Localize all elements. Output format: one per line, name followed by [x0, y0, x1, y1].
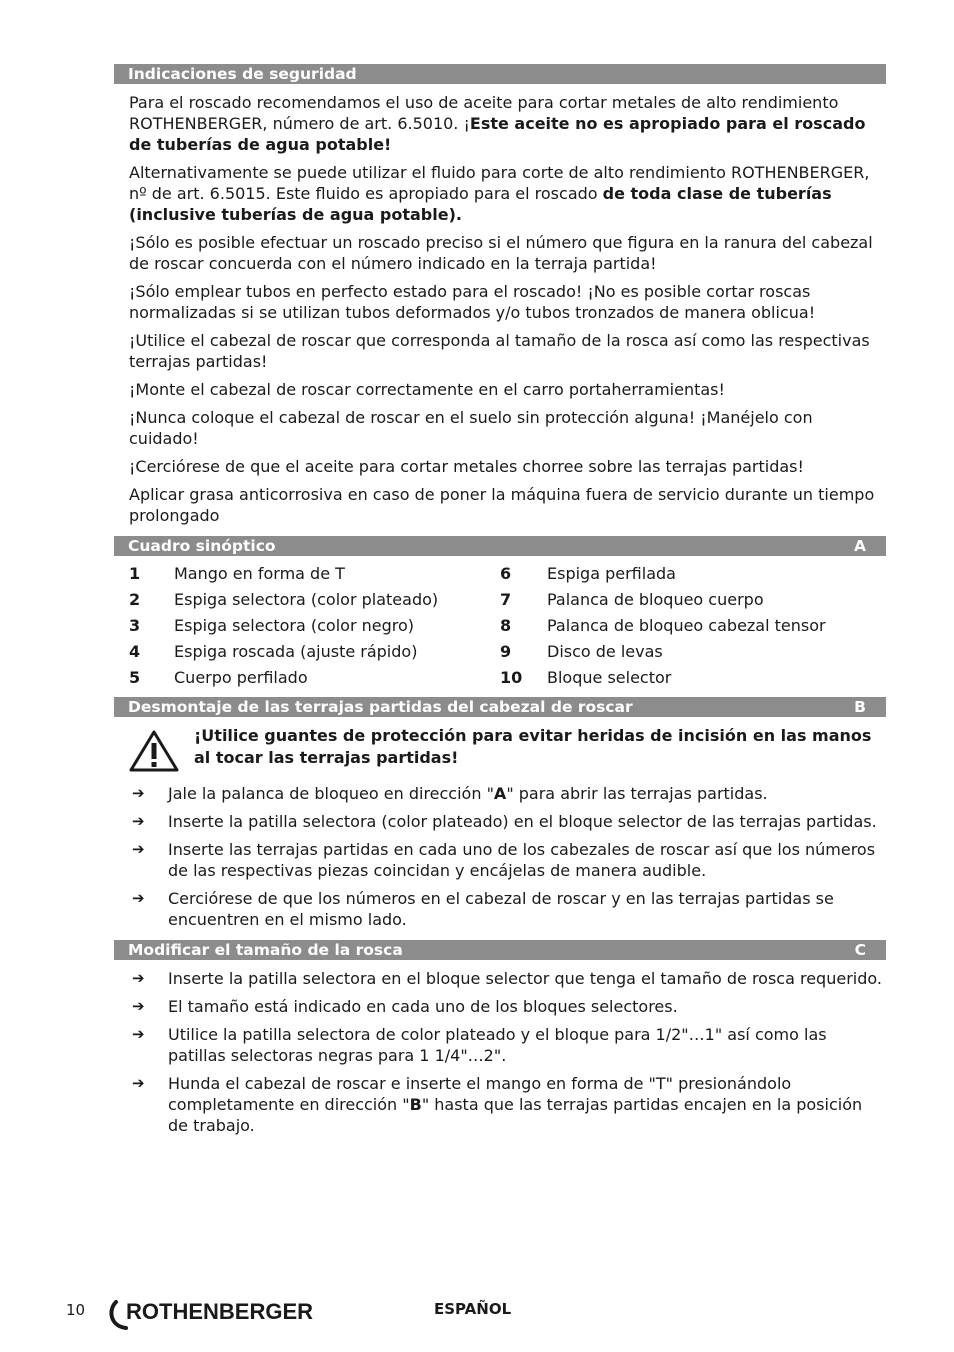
- instruction-step: [132, 888, 886, 930]
- text: Para el roscado recomendamos el uso de aceite para cortar metales de alto rendimiento ROTHENBERGER, número de art. 6.5010. ¡: [129, 93, 839, 133]
- safety-paragraph: ¡Utilice el cabezal de roscar que corresponda al tamaño de la rosca así como las respectivas terrajas partidas!: [129, 331, 870, 371]
- safety-paragraph: ¡Nunca coloque el cabezal de roscar en el suelo sin protección alguna! ¡Manéjelo con cuidado!: [129, 408, 813, 448]
- part-label: Espiga selectora (color negro): [174, 616, 415, 635]
- part-label: Mango en forma de T: [174, 564, 345, 583]
- part-label: Disco de levas: [547, 642, 663, 661]
- bold-text: de toda clase de tuberías (inclusive tuberías de agua potable).: [129, 184, 832, 224]
- parts-list: [129, 561, 886, 691]
- step-text: Inserte la patilla selectora en el bloque selector que tenga el tamaño de rosca requerido.: [168, 969, 882, 988]
- part-number: 3: [129, 616, 141, 635]
- text: Hunda el cabezal de roscar e inserte el mango en forma de "T" presionándolo completamente en dirección ": [168, 1074, 792, 1114]
- arrow-icon: ➔: [132, 812, 145, 830]
- section-title: Desmontaje de las terrajas partidas del cabezal de roscar: [128, 698, 633, 716]
- instruction-step: [132, 996, 886, 1017]
- section-title: Indicaciones de seguridad: [128, 65, 357, 83]
- part-label: Palanca de bloqueo cuerpo: [547, 590, 764, 609]
- bold-text: A: [493, 784, 507, 803]
- warning-text: ¡Utilice guantes de protección para evitar heridas de incisión en las manos al tocar las terrajas partidas!: [194, 726, 872, 767]
- part-number: 2: [129, 590, 141, 609]
- part-number: 8: [500, 616, 512, 635]
- part-label: Espiga perfilada: [547, 564, 676, 583]
- page-number: 10: [66, 1301, 86, 1319]
- safety-paragraph: [129, 92, 886, 155]
- section-header-dismount: [114, 697, 886, 717]
- page-content: [114, 64, 886, 1143]
- text: " para abrir las terrajas partidas.: [506, 784, 768, 803]
- bold-text: Este aceite no es apropiado para el roscado de tuberías de agua potable!: [129, 114, 866, 154]
- section-letter: C: [854, 941, 866, 959]
- part-number: 10: [500, 668, 523, 687]
- step-text: Inserte las terrajas partidas en cada uno de los cabezales de roscar así que los números de las respectivas piezas coincidan y encájelas de manera audible.: [168, 840, 876, 880]
- part-label: Espiga selectora (color plateado): [174, 590, 439, 609]
- section-title: Cuadro sinóptico: [128, 537, 276, 555]
- safety-paragraph: ¡Sólo emplear tubos en perfecto estado para el roscado! ¡No es posible cortar roscas normalizadas si se utilizan tubos deformados y/o tubos tronzados de manera oblicua!: [129, 282, 816, 322]
- instruction-step: [132, 1073, 886, 1136]
- part-label: Palanca de bloqueo cabezal tensor: [547, 616, 826, 635]
- arrow-icon: ➔: [132, 1074, 145, 1092]
- safety-paragraph: Aplicar grasa anticorrosiva en caso de poner la máquina fuera de servicio durante un tiempo prolongado: [129, 485, 875, 525]
- safety-paragraph: ¡Monte el cabezal de roscar correctamente en el carro portaherramientas!: [129, 380, 725, 399]
- safety-paragraph: ¡Cerciórese de que el aceite para cortar metales chorree sobre las terrajas partidas!: [129, 457, 804, 476]
- instruction-step: [132, 811, 886, 832]
- part-label: Cuerpo perfilado: [174, 668, 308, 687]
- page-footer: [0, 1296, 954, 1336]
- arrow-icon: ➔: [132, 889, 145, 907]
- arrow-icon: ➔: [132, 840, 145, 858]
- arrow-icon: ➔: [132, 1025, 145, 1043]
- step-text: Cerciórese de que los números en el cabezal de roscar y en las terrajas partidas se encuentren en el mismo lado.: [168, 889, 834, 929]
- text: " hasta que las terrajas partidas encajen en la posición de trabajo.: [168, 1095, 863, 1135]
- instruction-step: [132, 783, 886, 804]
- part-number: 1: [129, 564, 141, 583]
- part-number: 6: [500, 564, 512, 583]
- bold-text: B: [409, 1095, 422, 1114]
- warning-triangle-icon: [128, 729, 180, 773]
- step-text: [168, 1073, 886, 1136]
- instruction-step: [132, 839, 886, 881]
- arrow-icon: ➔: [132, 997, 145, 1015]
- instruction-step: [132, 1024, 886, 1066]
- rothenberger-logo: [106, 1296, 356, 1332]
- arrow-icon: ➔: [132, 784, 145, 802]
- part-label: Bloque selector: [547, 668, 672, 687]
- part-label: Espiga roscada (ajuste rápido): [174, 642, 418, 661]
- instruction-step: [132, 968, 886, 989]
- section-letter: B: [854, 698, 866, 716]
- part-number: 5: [129, 668, 141, 687]
- step-text: El tamaño está indicado en cada uno de los bloques selectores.: [168, 997, 678, 1016]
- part-number: 9: [500, 642, 512, 661]
- step-text: Utilice la patilla selectora de color plateado y el bloque para 1/2"…1" así como las patillas selectoras negras para 1 1/4"…2".: [168, 1025, 827, 1065]
- section-header-overview: [114, 536, 886, 556]
- part-number: 7: [500, 590, 512, 609]
- section-letter: A: [854, 537, 866, 555]
- section-title: Modificar el tamaño de la rosca: [128, 941, 403, 959]
- safety-paragraph: [129, 162, 886, 225]
- section-header-safety: [114, 64, 886, 84]
- safety-paragraph: ¡Sólo es posible efectuar un roscado preciso si el número que figura en la ranura del cabezal de roscar concuerda con el número indicado en la terraja partida!: [129, 233, 873, 273]
- arrow-icon: ➔: [132, 969, 145, 987]
- text: Jale la palanca de bloqueo en dirección ": [168, 784, 494, 803]
- step-text: Inserte la patilla selectora (color plateado) en el bloque selector de las terrajas partidas.: [168, 812, 877, 831]
- svg-text:ROTHENBERGER: ROTHENBERGER: [126, 1299, 314, 1324]
- language-label: ESPAÑOL: [434, 1300, 512, 1318]
- section-header-modify: [114, 940, 886, 960]
- text: Alternativamente se puede utilizar el fluido para corte de alto rendimiento ROTHENBERGER, nº de art. 6.5015. Este fluido es apropiado para el roscado: [129, 163, 870, 203]
- warning-box: [128, 725, 886, 773]
- part-number: 4: [129, 642, 141, 661]
- step-text: [168, 783, 886, 804]
